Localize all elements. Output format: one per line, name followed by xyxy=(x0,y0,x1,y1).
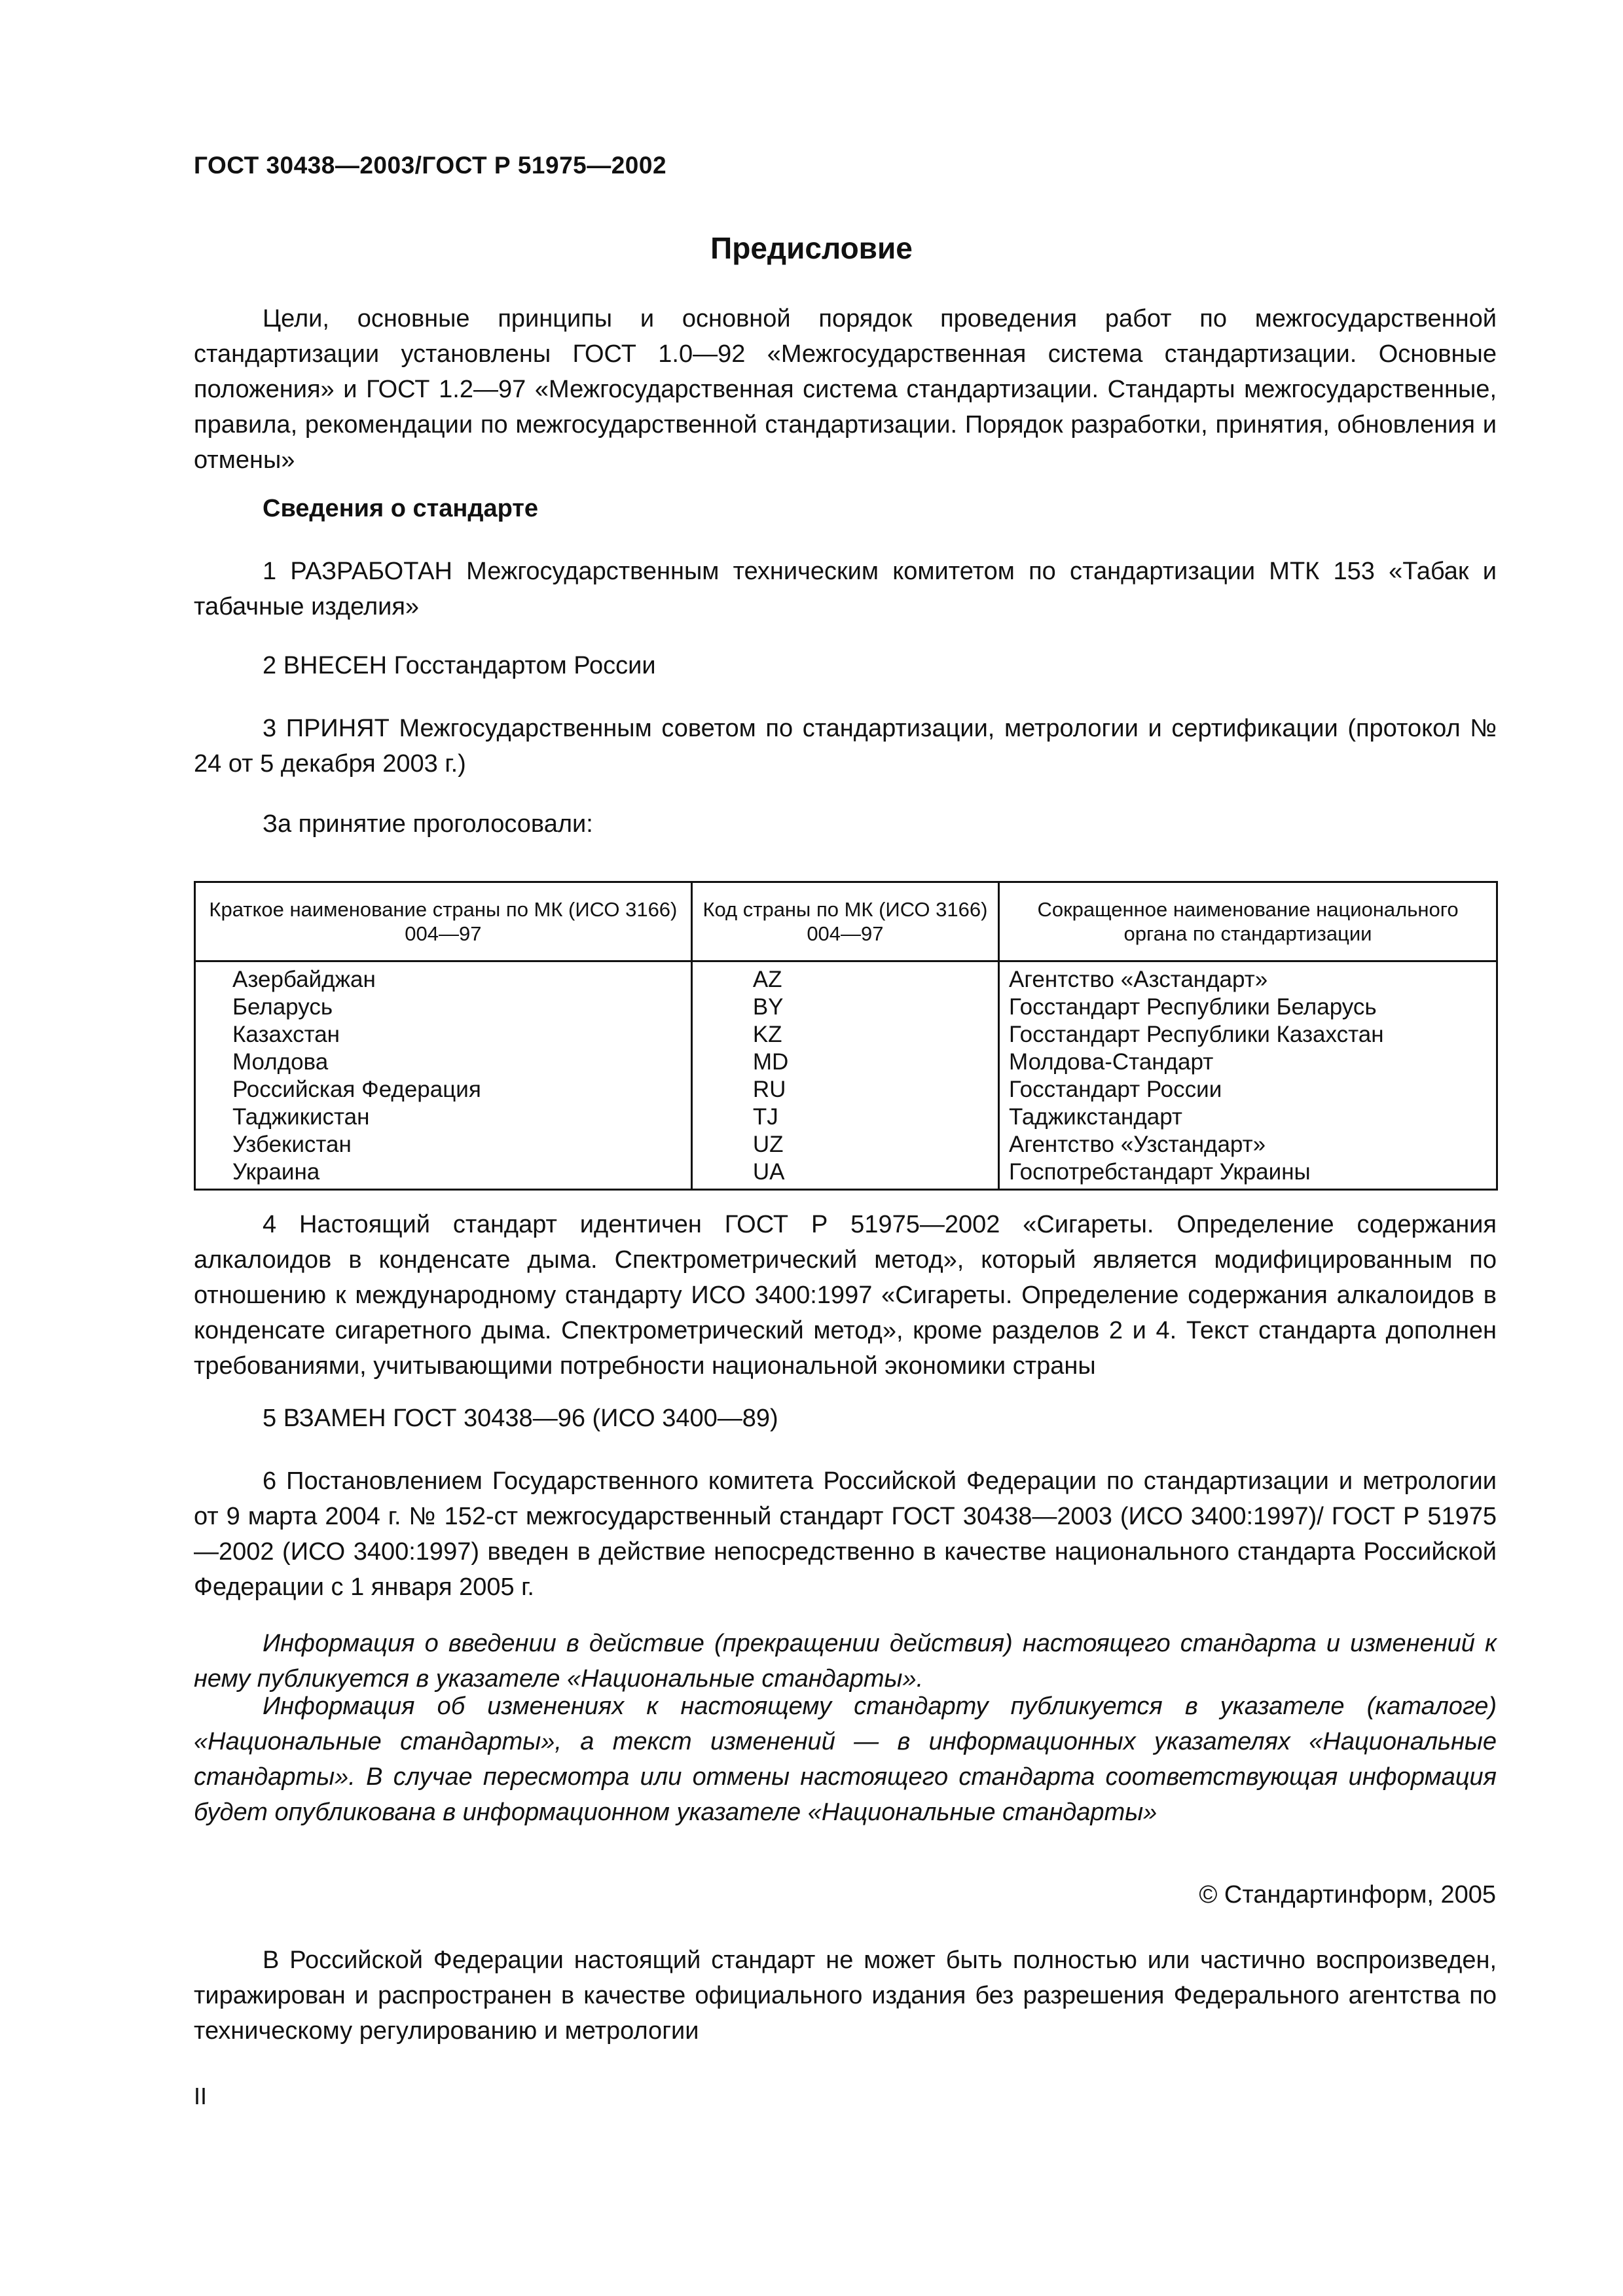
table-row xyxy=(195,1021,1497,1049)
info-paragraph-1: Информация о введении в действие (прекращении действия) настоящего стандарта и изменений к нему публикуется в указателе «Национальные стандарты». xyxy=(194,1630,1497,1693)
copyright-notice: © Стандартинформ, 2005 xyxy=(1199,1881,1496,1909)
table-row xyxy=(195,994,1497,1021)
table-cell-agency: Агентство «Узстандарт» xyxy=(999,1131,1497,1158)
table-cell-agency: Агентство «Азстандарт» xyxy=(999,961,1497,994)
table-header-code: Код страны по МК (ИСО 3166) 004—97 xyxy=(691,882,998,961)
table-cell-code: UZ xyxy=(691,1131,998,1158)
table-cell-country: Узбекистан xyxy=(195,1131,692,1158)
item-5-paragraph: 5 ВЗАМЕН ГОСТ 30438—96 (ИСО 3400—89) xyxy=(263,1405,778,1432)
table-row xyxy=(195,1076,1497,1103)
table-row xyxy=(195,1103,1497,1131)
document-header: ГОСТ 30438—2003/ГОСТ Р 51975—2002 xyxy=(194,152,667,179)
section-title: Сведения о стандарте xyxy=(263,495,539,522)
table-row xyxy=(195,1131,1497,1158)
table-cell-country: Украина xyxy=(195,1158,692,1190)
table-cell-country: Таджикистан xyxy=(195,1103,692,1131)
table-cell-agency: Госстандарт Республики Беларусь xyxy=(999,994,1497,1021)
table-row xyxy=(195,1158,1497,1190)
item-2-paragraph: 2 ВНЕСЕН Госстандартом России xyxy=(263,652,656,679)
table-cell-code: TJ xyxy=(691,1103,998,1131)
item-4-paragraph: 4 Настоящий стандарт идентичен ГОСТ Р 51975—2002 «Сигареты. Определение содержания алкалоидов в конденсате дыма. Спектрометрический метод», который является модифицированным по отношению к международному стандарту ИСО 3400:1997 «Сигареты. Определение содержания алкалоидов в конденсате сигаретного дыма. Спектрометрический метод», кроме разделов 2 и 4. Текст стандарта дополнен требованиями, учитывающими потребности национальной экономики страны xyxy=(194,1211,1497,1380)
table-cell-code: UA xyxy=(691,1158,998,1190)
table-cell-agency: Госстандарт России xyxy=(999,1076,1497,1103)
table-cell-country: Беларусь xyxy=(195,994,692,1021)
table-row xyxy=(195,1049,1497,1076)
intro-paragraph: Цели, основные принципы и основной порядок проведения работ по межгосударственной стандартизации установлены ГОСТ 1.0—92 «Межгосударственная система стандартизации. Основные положения» и ГОСТ 1.2—97 «Межгосударственная система стандартизации. Стандарты межгосударственные, правила, рекомендации по межгосударственной стандартизации. Порядок разработки, принятия, обновления и отмены» xyxy=(194,305,1497,474)
table-cell-country: Российская Федерация xyxy=(195,1076,692,1103)
table-cell-agency: Таджикстандарт xyxy=(999,1103,1497,1131)
table-cell-code: AZ xyxy=(691,961,998,994)
item-1-paragraph: 1 РАЗРАБОТАН Межгосударственным техническим комитетом по стандартизации МТК 153 «Табак и табачные изделия» xyxy=(194,558,1497,620)
table-row xyxy=(195,961,1497,994)
table-cell-country: Азербайджан xyxy=(195,961,692,994)
table-header-row xyxy=(195,882,1497,961)
voted-label: За принятие проголосовали: xyxy=(263,810,593,838)
table-cell-code: MD xyxy=(691,1049,998,1076)
table-cell-code: RU xyxy=(691,1076,998,1103)
table-cell-country: Молдова xyxy=(195,1049,692,1076)
item-3-paragraph: 3 ПРИНЯТ Межгосударственным советом по стандартизации, метрологии и сертификации (протокол № 24 от 5 декабря 2003 г.) xyxy=(194,715,1497,778)
page-title: Предисловие xyxy=(710,231,913,265)
item-6-paragraph: 6 Постановлением Государственного комитета Российской Федерации по стандартизации и метрологии от 9 марта 2004 г. № 152-ст межгосударственный стандарт ГОСТ 30438—2003 (ИСО 3400:1997)/ ГОСТ Р 51975—2002 (ИСО 3400:1997) введен в действие непосредственно в качестве национального стандарта Российской Федерации с 1 января 2005 г. xyxy=(194,1467,1497,1601)
table-cell-agency: Госпотребстандарт Украины xyxy=(999,1158,1497,1190)
table-cell-agency: Госстандарт Республики Казахстан xyxy=(999,1021,1497,1049)
countries-table xyxy=(194,881,1498,1191)
reproduction-notice: В Российской Федерации настоящий стандарт не может быть полностью или частично воспроизведен, тиражирован и распространен в качестве официального издания без разрешения Федерального агентства по техническому регулированию и метрологии xyxy=(194,1946,1497,2045)
table-cell-code: BY xyxy=(691,994,998,1021)
table-cell-code: KZ xyxy=(691,1021,998,1049)
table-header-country: Краткое наименование страны по МК (ИСО 3166) 004—97 xyxy=(195,882,692,961)
info-paragraph-2: Информация об изменениях к настоящему стандарту публикуется в указателе (каталоге) «Национальные стандарты», а текст изменений — в информационных указателях «Национальные стандарты». В случае пересмотра или отмены настоящего стандарта соответствующая информация будет опубликована в информационном указателе «Национальные стандарты» xyxy=(194,1693,1497,1826)
table-cell-agency: Молдова-Стандарт xyxy=(999,1049,1497,1076)
table-cell-country: Казахстан xyxy=(195,1021,692,1049)
table-header-agency: Сокращенное наименование национального органа по стандартизации xyxy=(999,882,1497,961)
page-number: II xyxy=(194,2083,208,2109)
